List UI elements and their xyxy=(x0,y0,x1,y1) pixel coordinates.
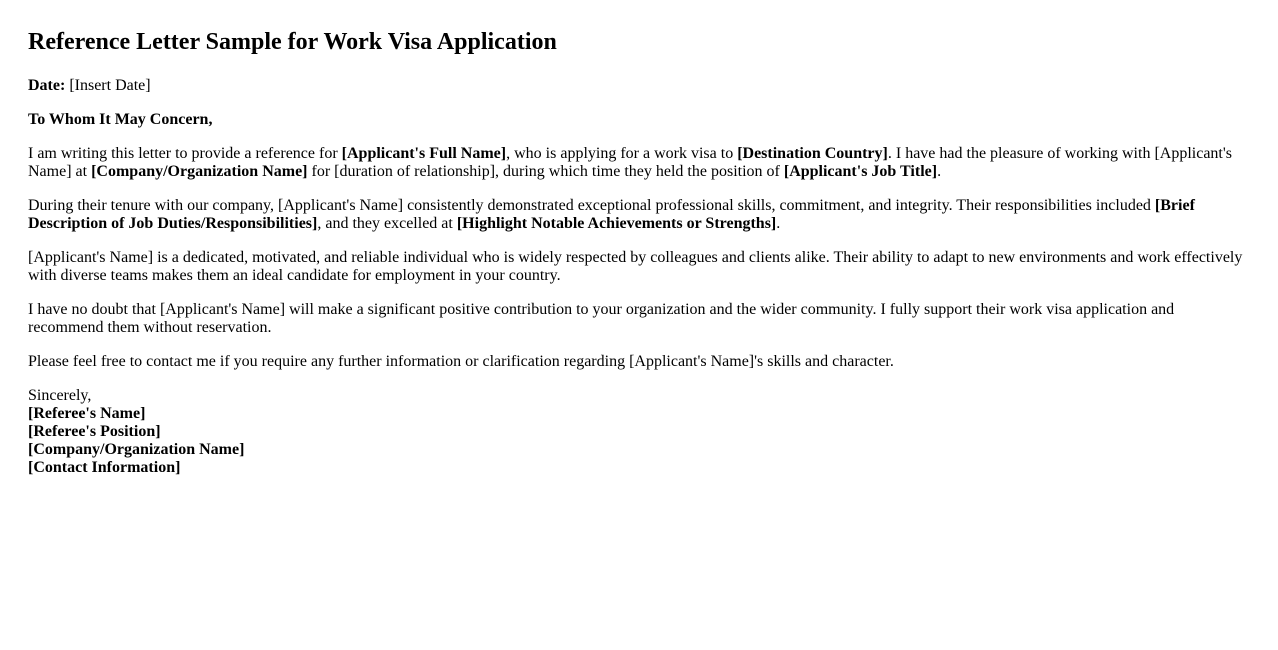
paragraph-contact: Please feel free to contact me if you require any further information or clarification regarding [Applicant's Name]'s skills and character. xyxy=(28,353,894,370)
paragraph-introduction xyxy=(28,145,1250,181)
closing: Sincerely, xyxy=(28,387,92,404)
applicant-full-name-placeholder: [Applicant's Full Name] xyxy=(341,145,507,162)
paragraph-text: . xyxy=(776,215,781,232)
paragraph-character: [Applicant's Name] is a dedicated, motivated, and reliable individual who is widely respected by colleagues and clients alike. Their ability to adapt to new environments and work effectively with diverse teams makes them an ideal candidate for employment in your country. xyxy=(28,249,1243,284)
salutation-text: To Whom It May Concern, xyxy=(28,111,213,128)
paragraph-text: , and they excelled at xyxy=(317,215,457,232)
job-duties-placeholder: [Brief Description of Job Duties/Responsibilities] xyxy=(28,197,1195,232)
paragraph-text: for [duration of relationship], during which time they held the position of xyxy=(307,163,784,180)
date-label: Date: xyxy=(28,77,66,94)
company-name-placeholder: [Company/Organization Name] xyxy=(91,163,308,180)
salutation xyxy=(28,111,1250,129)
paragraph-text: . I have had the pleasure of working with [Applicant's Name] at xyxy=(28,145,1232,180)
document-title: Reference Letter Sample for Work Visa Application xyxy=(28,29,557,55)
date-value: [Insert Date] xyxy=(65,77,151,94)
referee-position: [Referee's Position] xyxy=(28,423,161,440)
achievements-placeholder: [Highlight Notable Achievements or Strengths] xyxy=(456,215,777,232)
signature-block xyxy=(28,387,1250,477)
referee-name: [Referee's Name] xyxy=(28,405,146,422)
paragraph-text: . xyxy=(937,163,942,180)
referee-contact: [Contact Information] xyxy=(28,459,181,476)
destination-country-placeholder: [Destination Country] xyxy=(737,145,888,162)
paragraph-text: , who is applying for a work visa to xyxy=(506,145,738,162)
referee-organization: [Company/Organization Name] xyxy=(28,441,245,458)
paragraph-text: During their tenure with our company, [Applicant's Name] consistently demonstrated exceptional professional skills, commitment, and integrity. Their responsibilities included xyxy=(28,197,1155,214)
paragraph-tenure xyxy=(28,197,1250,233)
paragraph-support: I have no doubt that [Applicant's Name] will make a significant positive contribution to your organization and the wider community. I fully support their work visa application and recommend them without reservation. xyxy=(28,301,1175,336)
job-title-placeholder: [Applicant's Job Title] xyxy=(783,163,938,180)
paragraph-text: I am writing this letter to provide a reference for xyxy=(28,145,342,162)
date-line xyxy=(28,77,1250,95)
